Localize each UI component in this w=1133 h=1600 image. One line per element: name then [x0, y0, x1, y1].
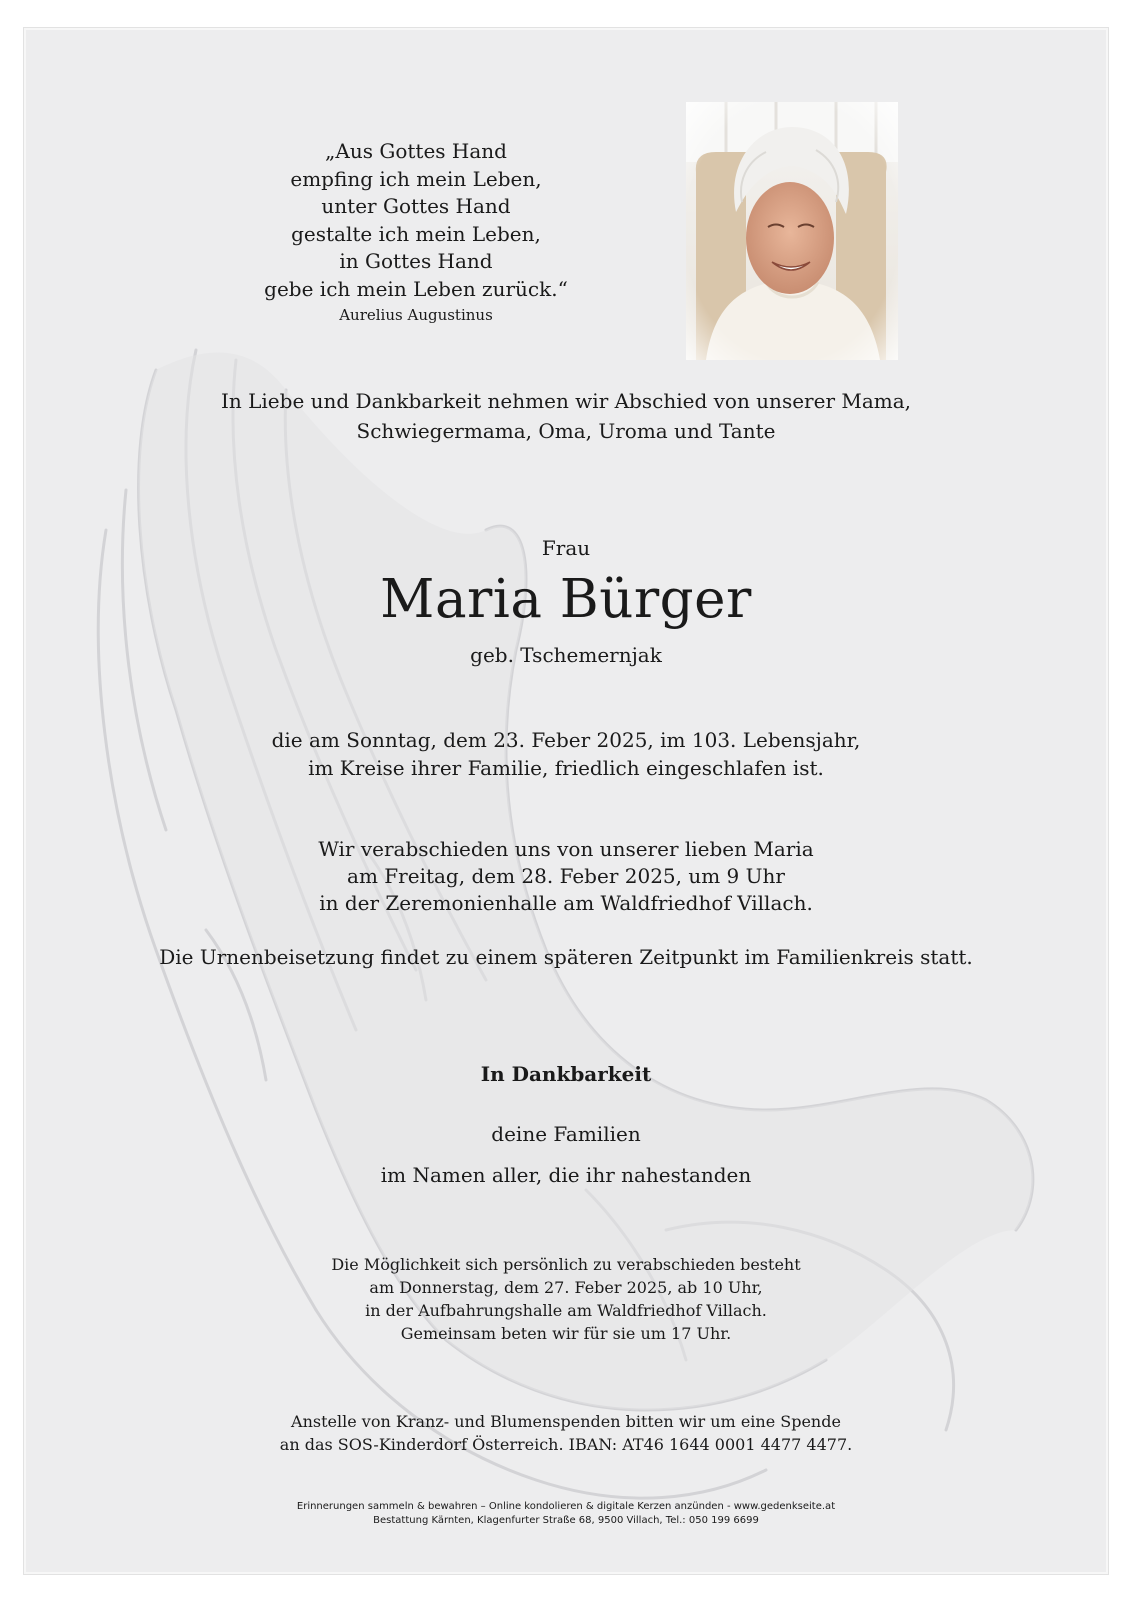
quote-line: unter Gottes Hand	[321, 194, 511, 218]
footer-line: Erinnerungen sammeln & bewahren – Online kondolieren & digitale Kerzen anzünden - www.gedenkseite.at	[296, 1501, 836, 1512]
viewing-line: Die Möglichkeit sich persönlich zu verabschieden besteht	[331, 1255, 801, 1274]
viewing-line: am Donnerstag, dem 27. Feber 2025, ab 10 Uhr,	[369, 1278, 763, 1297]
viewing-line: Gemeinsam beten wir für sie um 17 Uhr.	[400, 1324, 732, 1343]
death-notice-line: die am Sonntag, dem 23. Feber 2025, im 103. Lebensjahr,	[271, 728, 861, 752]
deceased-name: Maria Bürger	[380, 569, 752, 630]
quote-block	[216, 138, 616, 327]
quote-line: in Gottes Hand	[339, 249, 493, 273]
farewell-line: am Freitag, dem 28. Feber 2025, um 9 Uhr	[347, 864, 785, 888]
quote-line: gebe ich mein Leben zurück.“	[264, 276, 568, 301]
farewell-line: Wir verabschieden uns von unserer lieben Maria	[318, 837, 814, 861]
intro-line: In Liebe und Dankbarkeit nehmen wir Abschied von unserer Mama,	[220, 389, 912, 413]
donation-line: Anstelle von Kranz- und Blumenspenden bitten wir um eine Spende	[291, 1412, 841, 1431]
closing-family: deine Familien	[491, 1122, 641, 1146]
intro-line: Schwiegermama, Oma, Uroma und Tante	[356, 419, 776, 443]
death-notice-line: im Kreise ihrer Familie, friedlich eingeschlafen ist.	[308, 756, 824, 780]
portrait-icon	[686, 102, 898, 360]
quote-line: „Aus Gottes Hand	[325, 139, 507, 163]
quote-author: Aurelius Augustinus	[339, 306, 493, 324]
closing-heading: In Dankbarkeit	[480, 1062, 652, 1086]
maiden-name: geb. Tschemernjak	[470, 643, 662, 667]
portrait-photo	[686, 102, 898, 360]
footer-line: Bestattung Kärnten, Klagenfurter Straße 68, 9500 Villach, Tel.: 050 199 6699	[373, 1515, 759, 1526]
viewing-line: in der Aufbahrungshalle am Waldfriedhof Villach.	[365, 1301, 767, 1320]
urn-burial-notice: Die Urnenbeisetzung findet zu einem späteren Zeitpunkt im Familienkreis statt.	[159, 945, 973, 969]
closing-others: im Namen aller, die ihr nahestanden	[380, 1163, 752, 1187]
farewell-line: in der Zeremonienhalle am Waldfriedhof Villach.	[319, 891, 813, 915]
quote-line: gestalte ich mein Leben,	[291, 221, 541, 246]
donation-line: an das SOS-Kinderdorf Österreich. IBAN: AT46 1644 0001 4477 4477.	[279, 1435, 853, 1454]
salutation: Frau	[541, 536, 591, 560]
quote-line: empfing ich mein Leben,	[290, 166, 542, 191]
obituary-sheet	[24, 28, 1108, 1574]
